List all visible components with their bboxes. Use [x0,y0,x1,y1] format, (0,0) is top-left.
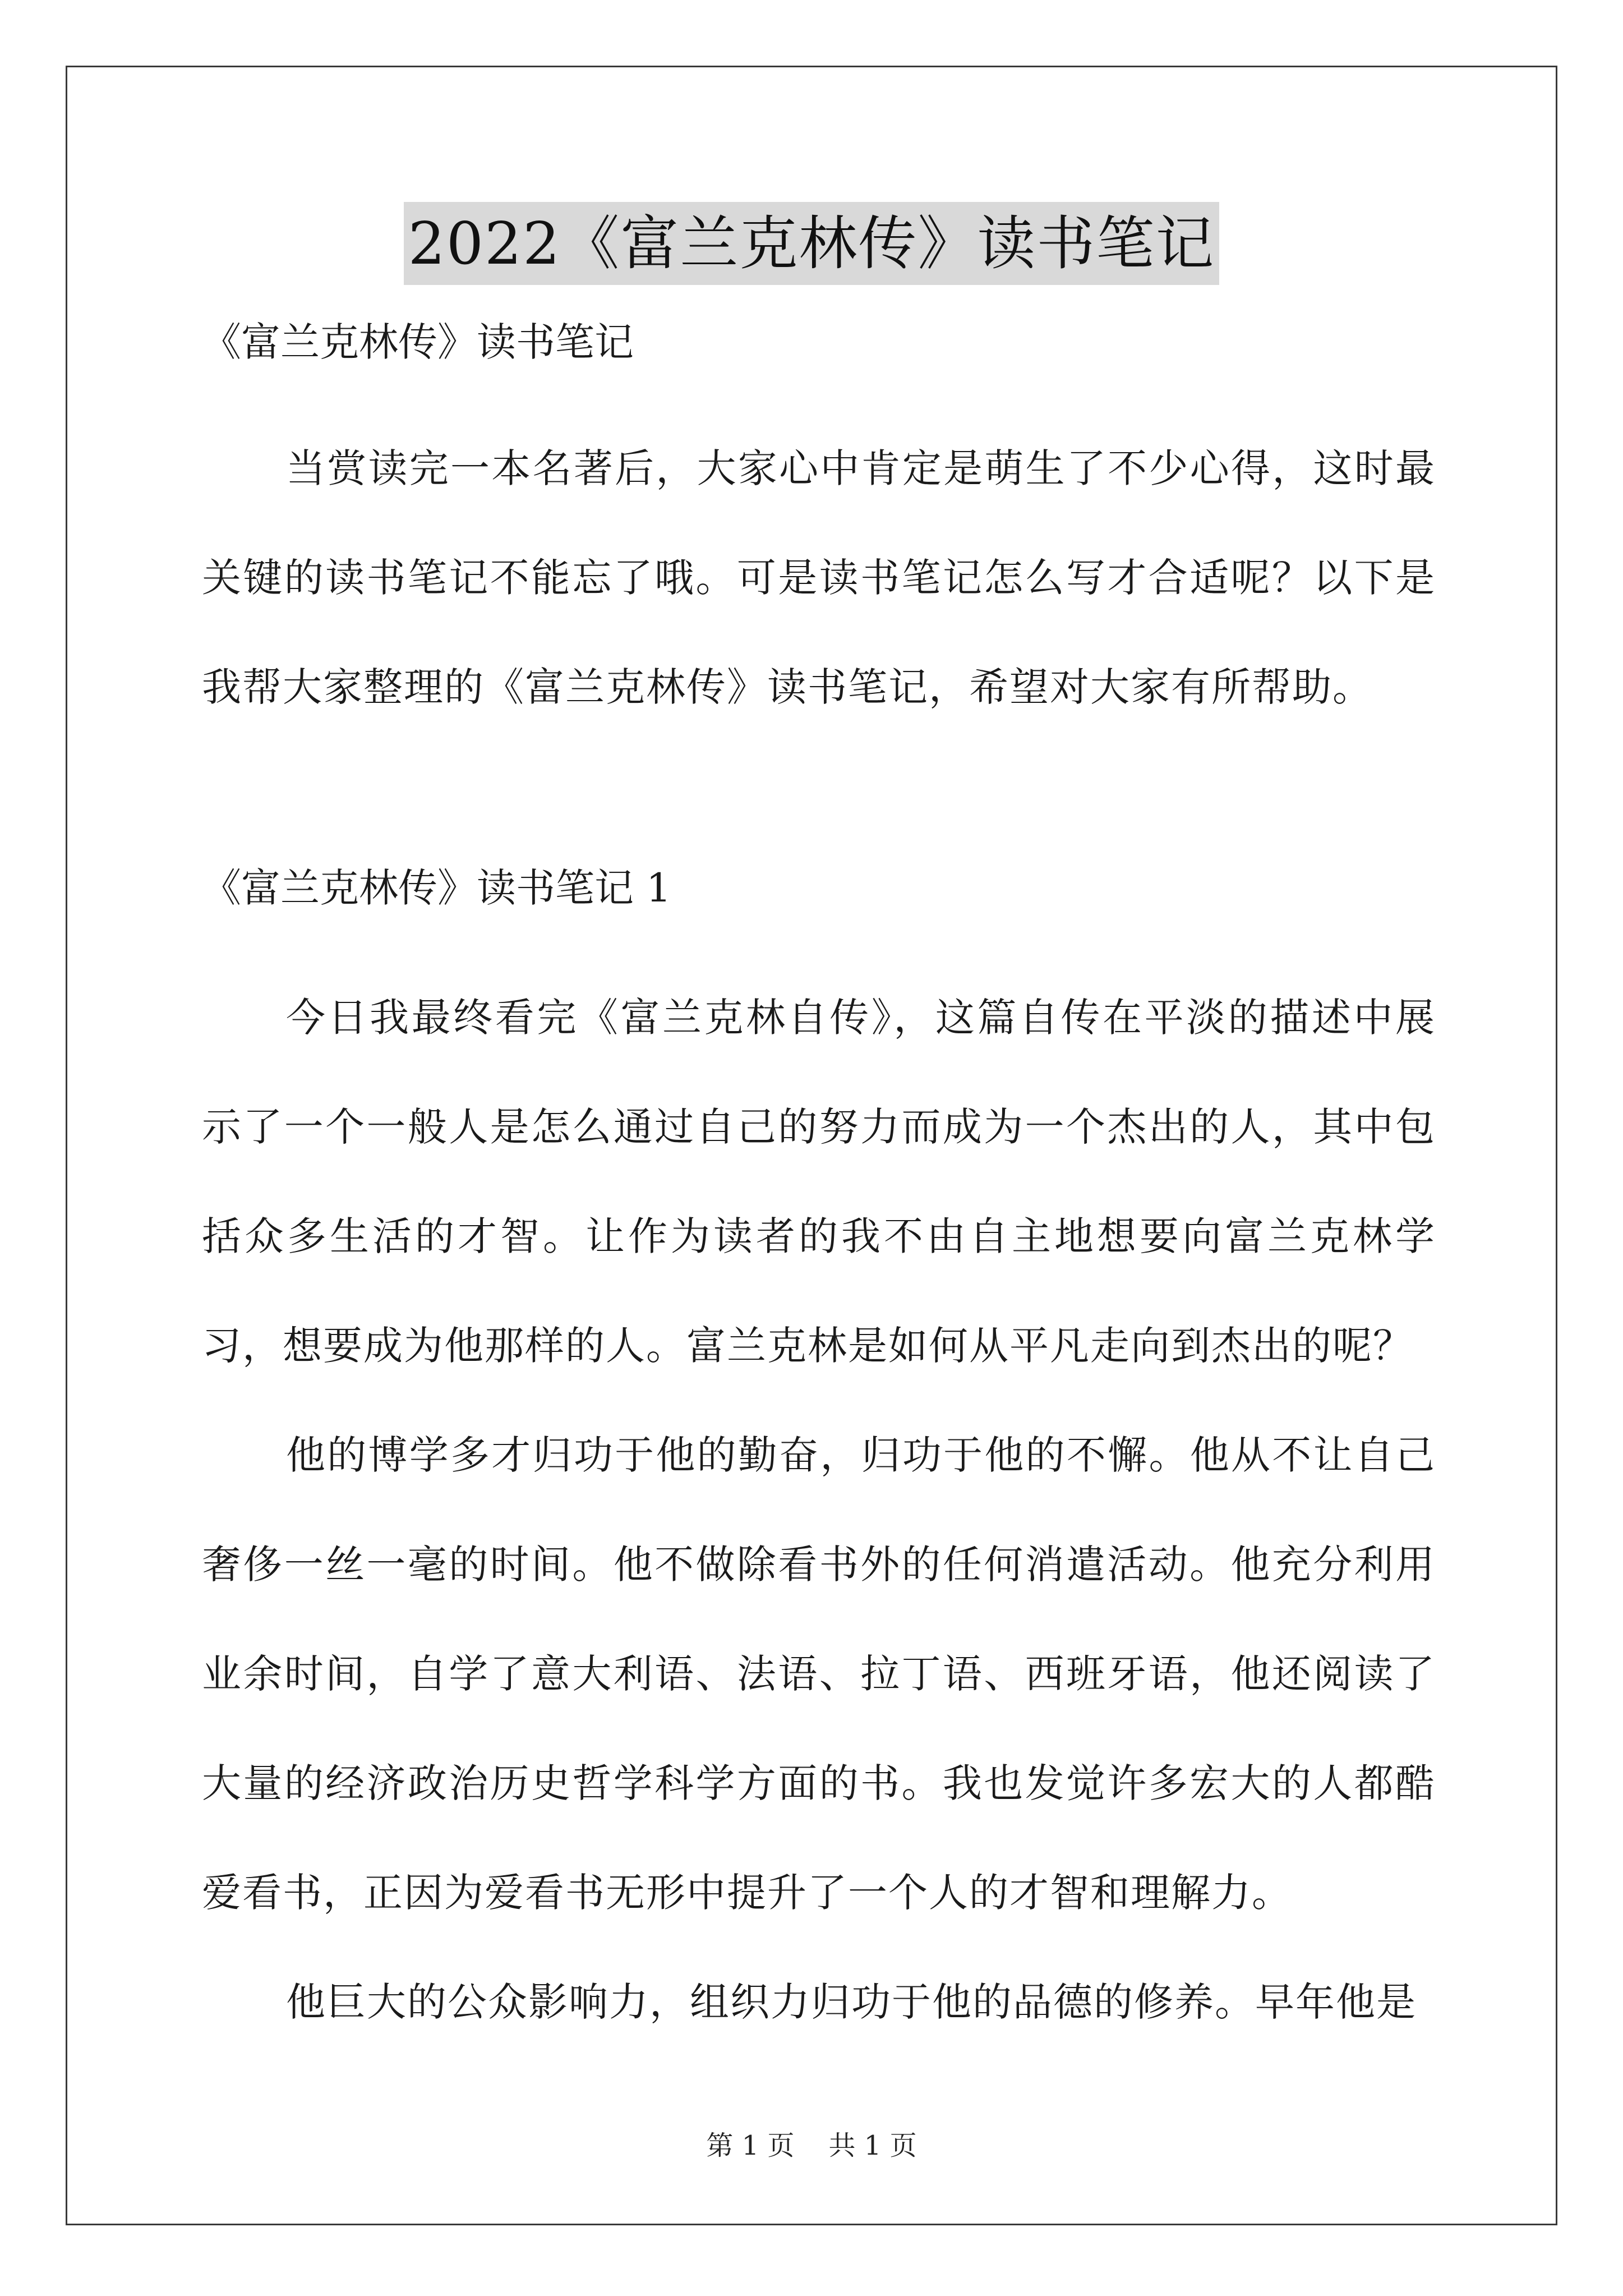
intro-paragraph: 当赏读完一本名著后，大家心中肯定是萌生了不少心得，这时最关键的读书笔记不能忘了哦。可是读书笔记怎么写才合适呢？以下是我帮大家整理的《富兰克林传》读书笔记，希望对大家有所帮助。 [202,445,1436,710]
document-body [202,314,1436,2057]
page-footer: 第 1 页 共 1 页 [706,2130,917,2161]
title-container [0,202,1623,285]
body-paragraph: 他的博学多才归功于他的勤奋，归功于他的不懈。他从不让自己奢侈一丝一毫的时间。他不做除看书外的任何消遣活动。他充分利用业余时间，自学了意大利语、法语、拉丁语、西班牙语，他还阅读了大量的经济政治历史哲学科学方面的书。我也发觉许多宏大的人都酷爱看书，正因为爱看书无形中提升了一个人的才智和理解力。 [202,1432,1436,1916]
document-title: 2022《富兰克林传》读书笔记 [404,202,1220,285]
body-paragraph: 今日我最终看完《富兰克林自传》，这篇自传在平淡的描述中展示了一个一般人是怎么通过自己的努力而成为一个杰出的人，其中包括众多生活的才智。让作为读者的我不由自主地想要向富兰克林学习，想要成为他那样的人。富兰克林是如何从平凡走向到杰出的呢？ [202,995,1436,1369]
body-paragraph: 他巨大的公众影响力，组织力归功于他的品德的修养。早年他是 [286,1979,1417,2025]
document-subtitle: 《富兰克林传》读书笔记 [202,319,634,365]
section-heading: 《富兰克林传》读书笔记 1 [202,865,671,911]
